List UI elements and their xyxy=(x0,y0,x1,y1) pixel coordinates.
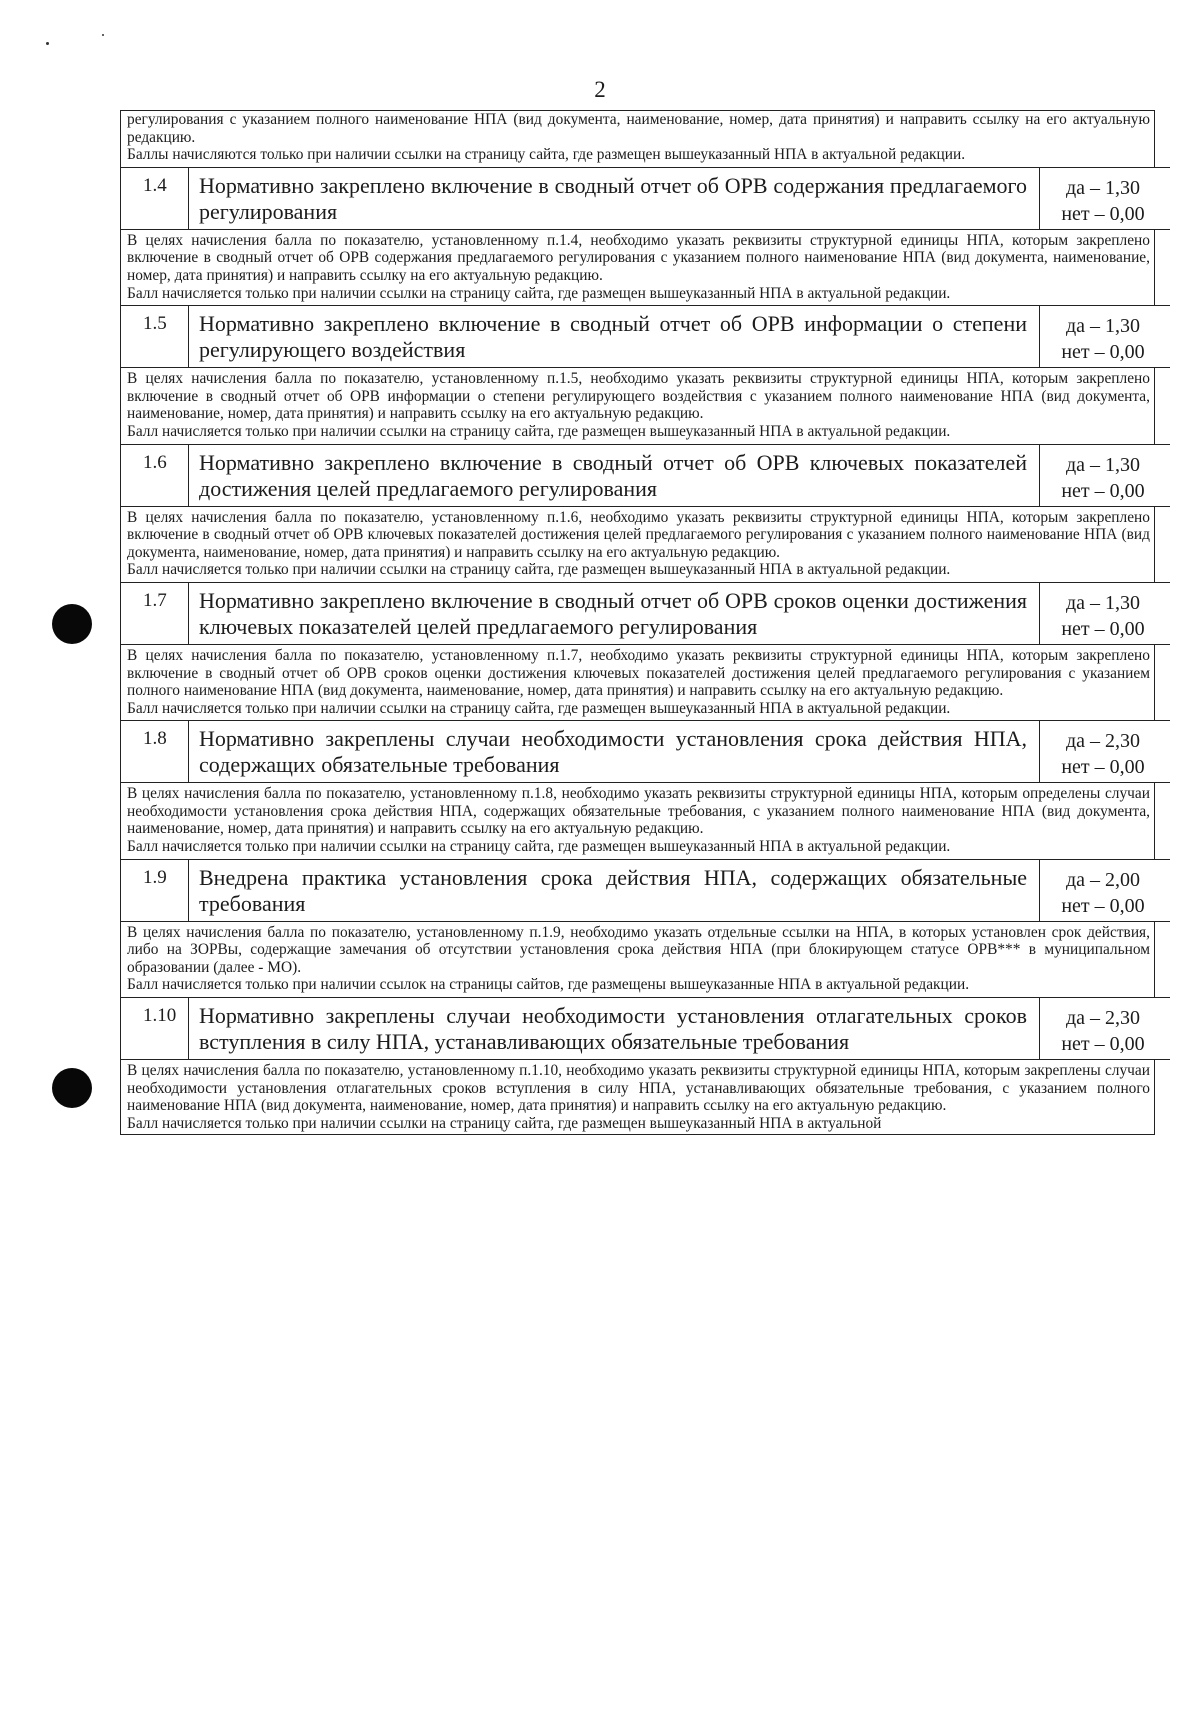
criterion-number: 1.7 xyxy=(121,583,189,644)
criterion-note xyxy=(121,368,1154,443)
note-text: В целях начисления балла по показателю, установленному п.1.10, необходимо указать реквизиты структурной единицы НПА, которым закреплены случаи необходимости установления отлагательных сроков вступления в силу НПА, устанавливающих обязательные требования, с указанием полного наименование НПА (вид документа, наименование, номер, дата принятия) и направить ссылку на его актуальную редакцию. xyxy=(127,1062,1150,1115)
score-yes: да – 2,30 xyxy=(1065,1007,1141,1030)
scan-speck xyxy=(46,42,49,45)
scan-speck xyxy=(102,34,104,36)
criterion-row xyxy=(121,582,1170,645)
criterion-row xyxy=(121,859,1170,922)
punch-hole xyxy=(52,604,92,644)
criterion-score xyxy=(1040,583,1170,644)
criterion-title: Внедрена практика установления срока действия НПА, содержащих обязательные требования xyxy=(189,860,1040,921)
intro-points: Баллы начисляются только при наличии ссылки на страницу сайта, где размещен вышеуказанный НПА в актуальной редакции. xyxy=(127,146,966,164)
score-no: нет – 0,00 xyxy=(1061,202,1145,225)
score-no: нет – 0,00 xyxy=(1061,617,1145,640)
criterion-number: 1.5 xyxy=(121,306,189,367)
criterion-row xyxy=(121,305,1170,368)
intro-text: регулирования с указанием полного наименование НПА (вид документа, наименование, номер, дата принятия) и направить ссылку на его актуальную редакцию. xyxy=(127,111,1150,146)
criterion-number: 1.6 xyxy=(121,445,189,506)
note-text: В целях начисления балла по показателю, установленному п.1.7, необходимо указать реквизиты структурной единицы НПА, которым закреплено включение в сводный отчет об ОРВ сроков оценки достижения ключевых показателей достижения целей предлагаемого регулирования с указанием полного наименование НПА (вид документа, наименование, номер, дата принятия) и направить ссылку на его актуальную редакцию. xyxy=(127,646,1150,700)
score-yes: да – 2,00 xyxy=(1065,868,1141,891)
criterion-title: Нормативно закреплены случаи необходимости установления отлагательных сроков вступления в силу НПА, устанавливающих обязательные требования xyxy=(189,998,1040,1059)
score-yes: да – 2,30 xyxy=(1065,730,1141,753)
page-number: 2 xyxy=(594,77,606,102)
note-text: В целях начисления балла по показателю, установленному п.1.5, необходимо указать реквизиты структурной единицы НПА, которым закреплено включение в сводный отчет об ОРВ информации о степени регулирующего воздействия с указанием полного наименование НПА (вид документа, наименование, номер, дата принятия) и направить ссылку на его актуальную редакцию. xyxy=(127,370,1150,423)
criterion-note xyxy=(121,922,1154,997)
criterion-title: Нормативно закреплено включение в сводный отчет об ОРВ информации о степени регулирующего воздействия xyxy=(189,306,1040,367)
criterion-note xyxy=(121,783,1154,858)
note-points: Балл начисляется только при наличии ссылки на страницу сайта, где размещен вышеуказанный НПА в актуальной редакции. xyxy=(127,422,951,440)
criterion-note xyxy=(121,1060,1154,1134)
note-text: В целях начисления балла по показателю, установленному п.1.8, необходимо указать реквизиты структурной единицы НПА, которым определены случаи необходимости установления срока действия НПА, содержащих обязательные требования, с указанием полного наименование НПА (вид документа, наименование, номер, дата принятия) и направить ссылку на его актуальную редакцию. xyxy=(127,785,1150,838)
criterion-number: 1.9 xyxy=(121,860,189,921)
note-points: Балл начисляется только при наличии ссылки на страницу сайта, где размещен вышеуказанный НПА в актуальной xyxy=(127,1114,882,1132)
note-points: Балл начисляется только при наличии ссылки на страницу сайта, где размещен вышеуказанный НПА в актуальной редакции. xyxy=(127,838,951,856)
note-points: Балл начисляется только при наличии ссылки на страницу сайта, где размещен вышеуказанный НПА в актуальной редакции. xyxy=(127,284,951,302)
score-yes: да – 1,30 xyxy=(1065,453,1141,476)
criterion-score xyxy=(1040,721,1170,782)
score-yes: да – 1,30 xyxy=(1065,315,1141,338)
criterion-row xyxy=(121,167,1170,230)
criterion-note xyxy=(121,230,1154,305)
score-no: нет – 0,00 xyxy=(1061,756,1145,779)
criterion-number: 1.8 xyxy=(121,721,189,782)
criterion-note xyxy=(121,645,1154,720)
score-no: нет – 0,00 xyxy=(1061,1033,1145,1056)
note-text: В целях начисления балла по показателю, установленному п.1.4, необходимо указать реквизиты структурной единицы НПА, которым закреплено включение в сводный отчет об ОРВ содержания предлагаемого регулирования с указанием полного наименование НПА (вид документа, наименование, номер, дата принятия) и направить ссылку на его актуальную редакцию. xyxy=(127,231,1150,284)
criteria-table xyxy=(120,110,1155,1135)
criterion-number: 1.10 xyxy=(121,998,189,1059)
criterion-score xyxy=(1040,306,1170,367)
note-points: Балл начисляется только при наличии ссылки на страницу сайта, где размещен вышеуказанный НПА в актуальной редакции. xyxy=(127,561,951,579)
criterion-score xyxy=(1040,445,1170,506)
note-text: В целях начисления балла по показателю, установленному п.1.9, необходимо указать отдельные ссылки на НПА, в которых установлен срок действия, либо на ЗОРВы, содержащие замечания об отсутствии установления срока действия НПА (при блокирующем статусе ОРВ*** в муниципальном образовании (далее - МО). xyxy=(127,923,1150,976)
criterion-title: Нормативно закреплены случаи необходимости установления срока действия НПА, содержащих обязательные требования xyxy=(189,721,1040,782)
criterion-score xyxy=(1040,998,1170,1059)
criterion-score xyxy=(1040,168,1170,229)
score-no: нет – 0,00 xyxy=(1061,341,1145,364)
note-points: Балл начисляется только при наличии ссылок на страницы сайтов, где размещены вышеуказанные НПА в актуальной редакции. xyxy=(127,976,970,994)
criterion-score xyxy=(1040,860,1170,921)
criterion-row xyxy=(121,444,1170,507)
criterion-note xyxy=(121,507,1154,582)
score-no: нет – 0,00 xyxy=(1061,894,1145,917)
score-yes: да – 1,30 xyxy=(1065,176,1141,199)
score-yes: да – 1,30 xyxy=(1065,591,1141,614)
criterion-title: Нормативно закреплено включение в сводный отчет об ОРВ сроков оценки достижения ключевых показателей целей предлагаемого регулирования xyxy=(189,583,1040,644)
punch-hole xyxy=(52,1068,92,1108)
criterion-title: Нормативно закреплено включение в сводный отчет об ОРВ ключевых показателей достижения целей предлагаемого регулирования xyxy=(189,445,1040,506)
note-points: Балл начисляется только при наличии ссылки на страницу сайта, где размещен вышеуказанный НПА в актуальной редакции. xyxy=(127,699,951,717)
criterion-number: 1.4 xyxy=(121,168,189,229)
criterion-row xyxy=(121,997,1170,1060)
criterion-row xyxy=(121,720,1170,783)
note-text: В целях начисления балла по показателю, установленному п.1.6, необходимо указать реквизиты структурной единицы НПА, которым закреплено включение в сводный отчет об ОРВ ключевых показателей достижения целей предлагаемого регулирования с указанием полного наименование НПА (вид документа, наименование, номер, дата принятия) и направить ссылку на его актуальную редакцию. xyxy=(127,508,1150,561)
intro-note xyxy=(121,111,1154,167)
criterion-title: Нормативно закреплено включение в сводный отчет об ОРВ содержания предлагаемого регулирования xyxy=(189,168,1040,229)
score-no: нет – 0,00 xyxy=(1061,479,1145,502)
